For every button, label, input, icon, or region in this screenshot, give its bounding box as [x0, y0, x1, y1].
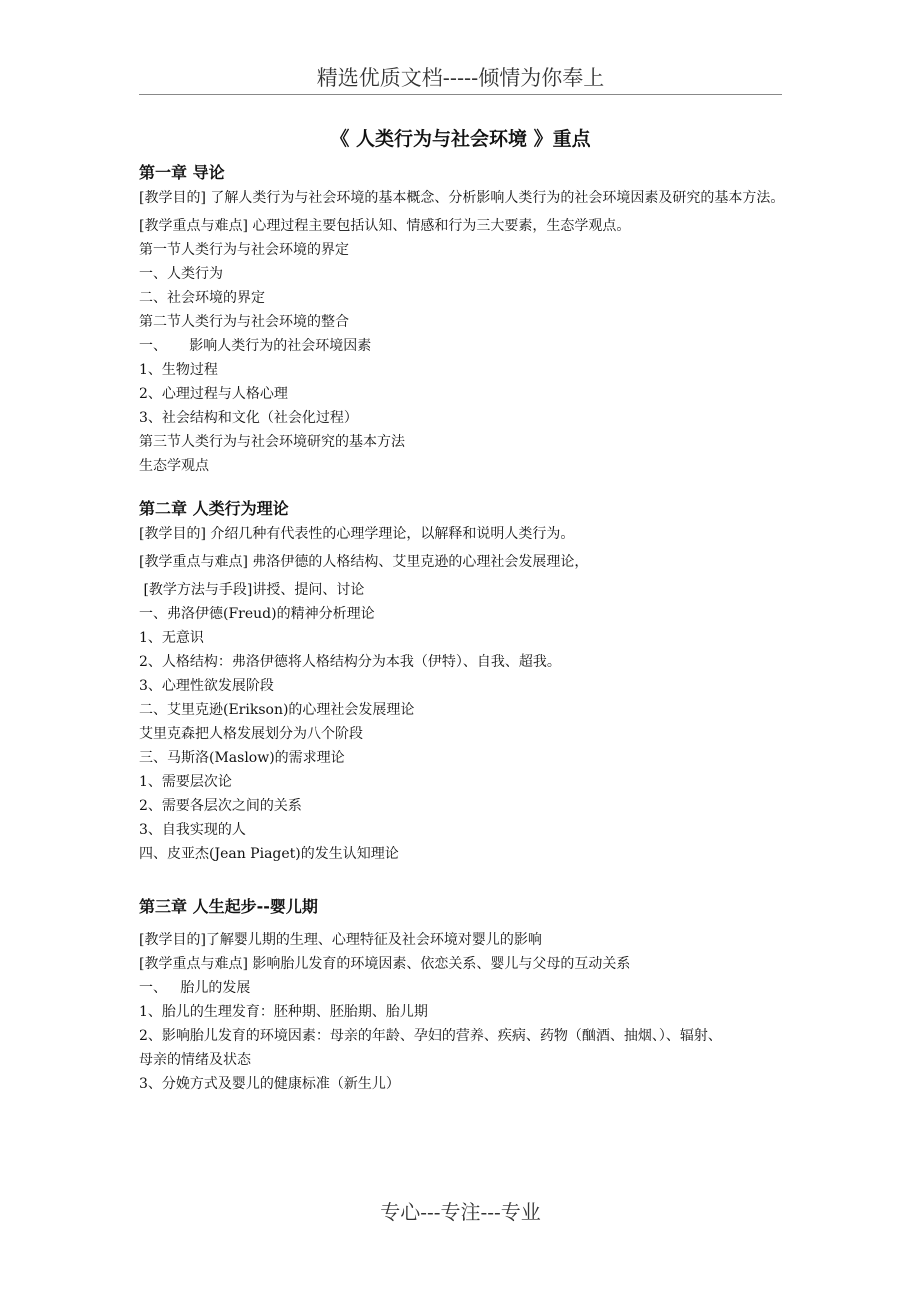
- list-item: 2、人格结构：弗洛伊德将人格结构分为本我（伊特）、自我、超我。: [139, 654, 561, 670]
- list-item: 一、 影响人类行为的社会环境因素: [139, 338, 372, 354]
- document-body: [139, 160, 789, 1096]
- list-item: 二、社会环境的界定: [139, 290, 265, 306]
- list-item: 3、心理性欲发展阶段: [139, 678, 274, 694]
- page-footer: 专心---专注---专业: [380, 1200, 541, 1224]
- list-item: 2、心理过程与人格心理: [139, 386, 288, 402]
- document-title: 《 人类行为与社会环境 》重点: [330, 128, 591, 150]
- list-item: 1、胎儿的生理发育：胚种期、胚胎期、胎儿期: [139, 1004, 428, 1020]
- list-item: 3、自我实现的人: [139, 822, 246, 838]
- list-item: 1、无意识: [139, 630, 204, 646]
- paragraph: [教学重点与难点] 心理过程主要包括认知、情感和行为三大要素，生态学观点。: [139, 218, 631, 234]
- list-item: 四、皮亚杰(Jean Piaget)的发生认知理论: [139, 846, 399, 862]
- list-item: 3、分娩方式及婴儿的健康标准（新生儿）: [139, 1076, 400, 1092]
- list-item: 一、 胎儿的发展: [139, 980, 251, 996]
- section-heading: 第三节人类行为与社会环境研究的基本方法: [139, 434, 405, 450]
- list-item: 母亲的情绪及状态: [139, 1052, 251, 1068]
- list-item: 二、艾里克逊(Erikson)的心理社会发展理论: [139, 702, 415, 718]
- page-header: 精选优质文档-----倾情为你奉上: [316, 66, 605, 90]
- section-heading: 第一节人类行为与社会环境的界定: [139, 242, 349, 258]
- list-item: 2、需要各层次之间的关系: [139, 798, 302, 814]
- list-item: 一、弗洛伊德(Freud)的精神分析理论: [139, 606, 375, 622]
- paragraph: [教学重点与难点] 影响胎儿发育的环境因素、依恋关系、婴儿与父母的互动关系: [139, 956, 631, 972]
- list-item: 艾里克森把人格发展划分为八个阶段: [139, 726, 363, 742]
- chapter-heading: 第二章 人类行为理论: [139, 499, 289, 518]
- paragraph: [教学重点与难点] 弗洛伊德的人格结构、艾里克逊的心理社会发展理论，: [139, 554, 589, 570]
- chapter-heading: 第一章 导论: [139, 163, 225, 182]
- chapter-heading: 第三章 人生起步--婴儿期: [139, 897, 318, 916]
- header-divider: [139, 94, 782, 95]
- paragraph: [教学目的]了解婴儿期的生理、心理特征及社会环境对婴儿的影响: [139, 932, 542, 948]
- list-item: 一、人类行为: [139, 266, 223, 282]
- section-heading: 第二节人类行为与社会环境的整合: [139, 314, 349, 330]
- list-item: 1、需要层次论: [139, 774, 232, 790]
- list-item: 三、马斯洛(Maslow)的需求理论: [139, 750, 345, 766]
- list-item: 1、生物过程: [139, 362, 218, 378]
- paragraph: [教学目的] 了解人类行为与社会环境的基本概念、分析影响人类行为的社会环境因素及研究的基本方法。: [139, 190, 785, 206]
- list-item: 3、社会结构和文化（社会化过程）: [139, 410, 358, 426]
- list-item: 2、影响胎儿发育的环境因素：母亲的年龄、孕妇的营养、疾病、药物（酗酒、抽烟、）、辐射、: [139, 1028, 722, 1044]
- paragraph: [教学目的] 介绍几种有代表性的心理学理论，以解释和说明人类行为。: [139, 526, 575, 542]
- list-item: 生态学观点: [139, 458, 209, 474]
- paragraph: [教学方法与手段]讲授、提问、讨论: [139, 582, 365, 598]
